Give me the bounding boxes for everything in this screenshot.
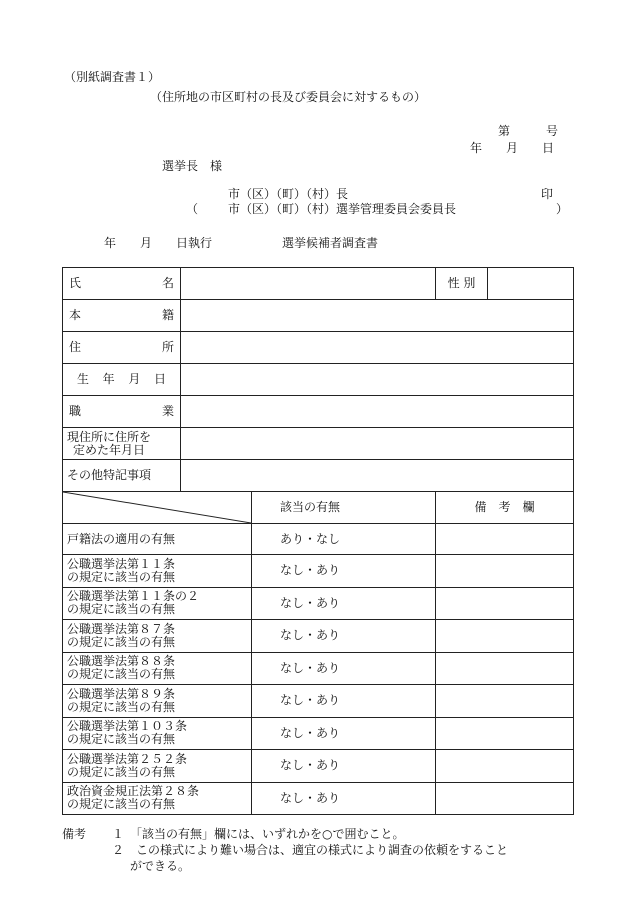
address-label: 住 所 [63, 332, 181, 364]
applicable-header: 該当の有無 [252, 492, 436, 524]
row-address [63, 332, 574, 364]
check-item-remarks[interactable] [436, 782, 574, 815]
check-item-remarks[interactable] [436, 717, 574, 750]
diagonal-header-cell [63, 492, 252, 524]
document-date: 年 月 日 [470, 141, 555, 155]
other-notes-field[interactable] [181, 460, 574, 492]
job-label: 職 業 [63, 396, 181, 428]
diagonal-line [63, 492, 251, 523]
gender-field[interactable] [488, 268, 574, 300]
check-item-remarks[interactable] [436, 555, 574, 588]
election-date: 年 月 日執行 [104, 236, 213, 250]
sender-line-1: 市（区）（町）（村）長 [228, 187, 349, 201]
job-field[interactable] [181, 396, 574, 428]
check-row [63, 620, 574, 653]
check-row [63, 717, 574, 750]
candidate-survey-table [62, 267, 574, 815]
honseki-field[interactable] [181, 300, 574, 332]
check-item-label: 公職選挙法第２５２条 の規定に該当の有無 [63, 750, 252, 783]
check-item-value[interactable]: なし・あり [252, 782, 436, 815]
address-field[interactable] [181, 332, 574, 364]
check-row [63, 782, 574, 815]
check-item-remarks[interactable] [436, 587, 574, 620]
check-item-value[interactable]: なし・あり [252, 685, 436, 718]
other-notes-label: その他特記事項 [63, 460, 181, 492]
check-row [63, 587, 574, 620]
form-label: （別紙調査書１） [64, 70, 161, 84]
check-item-value[interactable]: なし・あり [252, 587, 436, 620]
row-honseki [63, 300, 574, 332]
check-item-value[interactable]: あり・なし [252, 524, 436, 555]
check-row [63, 685, 574, 718]
check-item-label: 公職選挙法第８９条 の規定に該当の有無 [63, 685, 252, 718]
check-item-value[interactable]: なし・あり [252, 620, 436, 653]
check-item-value[interactable]: なし・あり [252, 652, 436, 685]
check-item-value[interactable]: なし・あり [252, 555, 436, 588]
residence-date-label: 現住所に住所を 定めた年月日 [63, 428, 181, 460]
notes-heading: 備考 [62, 827, 87, 841]
check-item-label: 公職選挙法第１１条の２ の規定に該当の有無 [63, 587, 252, 620]
check-item-remarks[interactable] [436, 620, 574, 653]
check-row [63, 652, 574, 685]
remarks-header: 備 考 欄 [436, 492, 574, 524]
name-field[interactable] [181, 268, 436, 300]
gender-label: 性 別 [436, 268, 488, 300]
birth-field[interactable] [181, 364, 574, 396]
addressee: 選挙長 様 [162, 159, 223, 173]
residence-date-field[interactable] [181, 428, 574, 460]
check-header-row [63, 492, 574, 524]
row-job [63, 396, 574, 428]
row-residence-date [63, 428, 574, 460]
row-other [63, 460, 574, 492]
check-item-remarks[interactable] [436, 750, 574, 783]
document-title: 選挙候補者調査書 [282, 236, 379, 250]
note-1-text: 「該当の有無」欄には、いずれかを○で囲むこと。 [130, 827, 405, 841]
check-row [63, 750, 574, 783]
document-number: 第 号 [498, 124, 559, 138]
note-2-number: ２ [111, 843, 124, 857]
notes-section [62, 826, 508, 874]
sender-line-2-open: （ [186, 202, 199, 216]
check-item-label: 公職選挙法第８７条 の規定に該当の有無 [63, 620, 252, 653]
note-2-text-cont: ができる。 [130, 859, 191, 873]
check-row [63, 555, 574, 588]
check-item-label: 公職選挙法第１０３条 の規定に該当の有無 [63, 717, 252, 750]
form-subtitle: （住所地の市区町村の長及び委員会に対するもの） [150, 90, 427, 104]
check-item-remarks[interactable] [436, 524, 574, 555]
name-label: 氏 名 [63, 268, 181, 300]
sender-line-2-close: ） [556, 202, 569, 216]
seal-mark: 印 [541, 187, 554, 201]
sender-line-2: 市（区）（町）（村）選挙管理委員会委員長 [228, 202, 457, 216]
note-2-text: この様式により難い場合は、適宜の様式により調査の依頼をすること [136, 843, 509, 857]
birth-label: 生 年 月 日 [63, 364, 181, 396]
check-item-remarks[interactable] [436, 652, 574, 685]
check-item-label: 政治資金規正法第２８条 の規定に該当の有無 [63, 782, 252, 815]
check-item-label: 戸籍法の適用の有無 [63, 524, 252, 555]
honseki-label: 本 籍 [63, 300, 181, 332]
note-1-number: １ [111, 827, 124, 841]
row-name [63, 268, 574, 300]
check-item-remarks[interactable] [436, 685, 574, 718]
row-birth [63, 364, 574, 396]
check-item-value[interactable]: なし・あり [252, 717, 436, 750]
check-row [63, 524, 574, 555]
check-item-label: 公職選挙法第８８条 の規定に該当の有無 [63, 652, 252, 685]
check-item-label: 公職選挙法第１１条 の規定に該当の有無 [63, 555, 252, 588]
check-item-value[interactable]: なし・あり [252, 750, 436, 783]
